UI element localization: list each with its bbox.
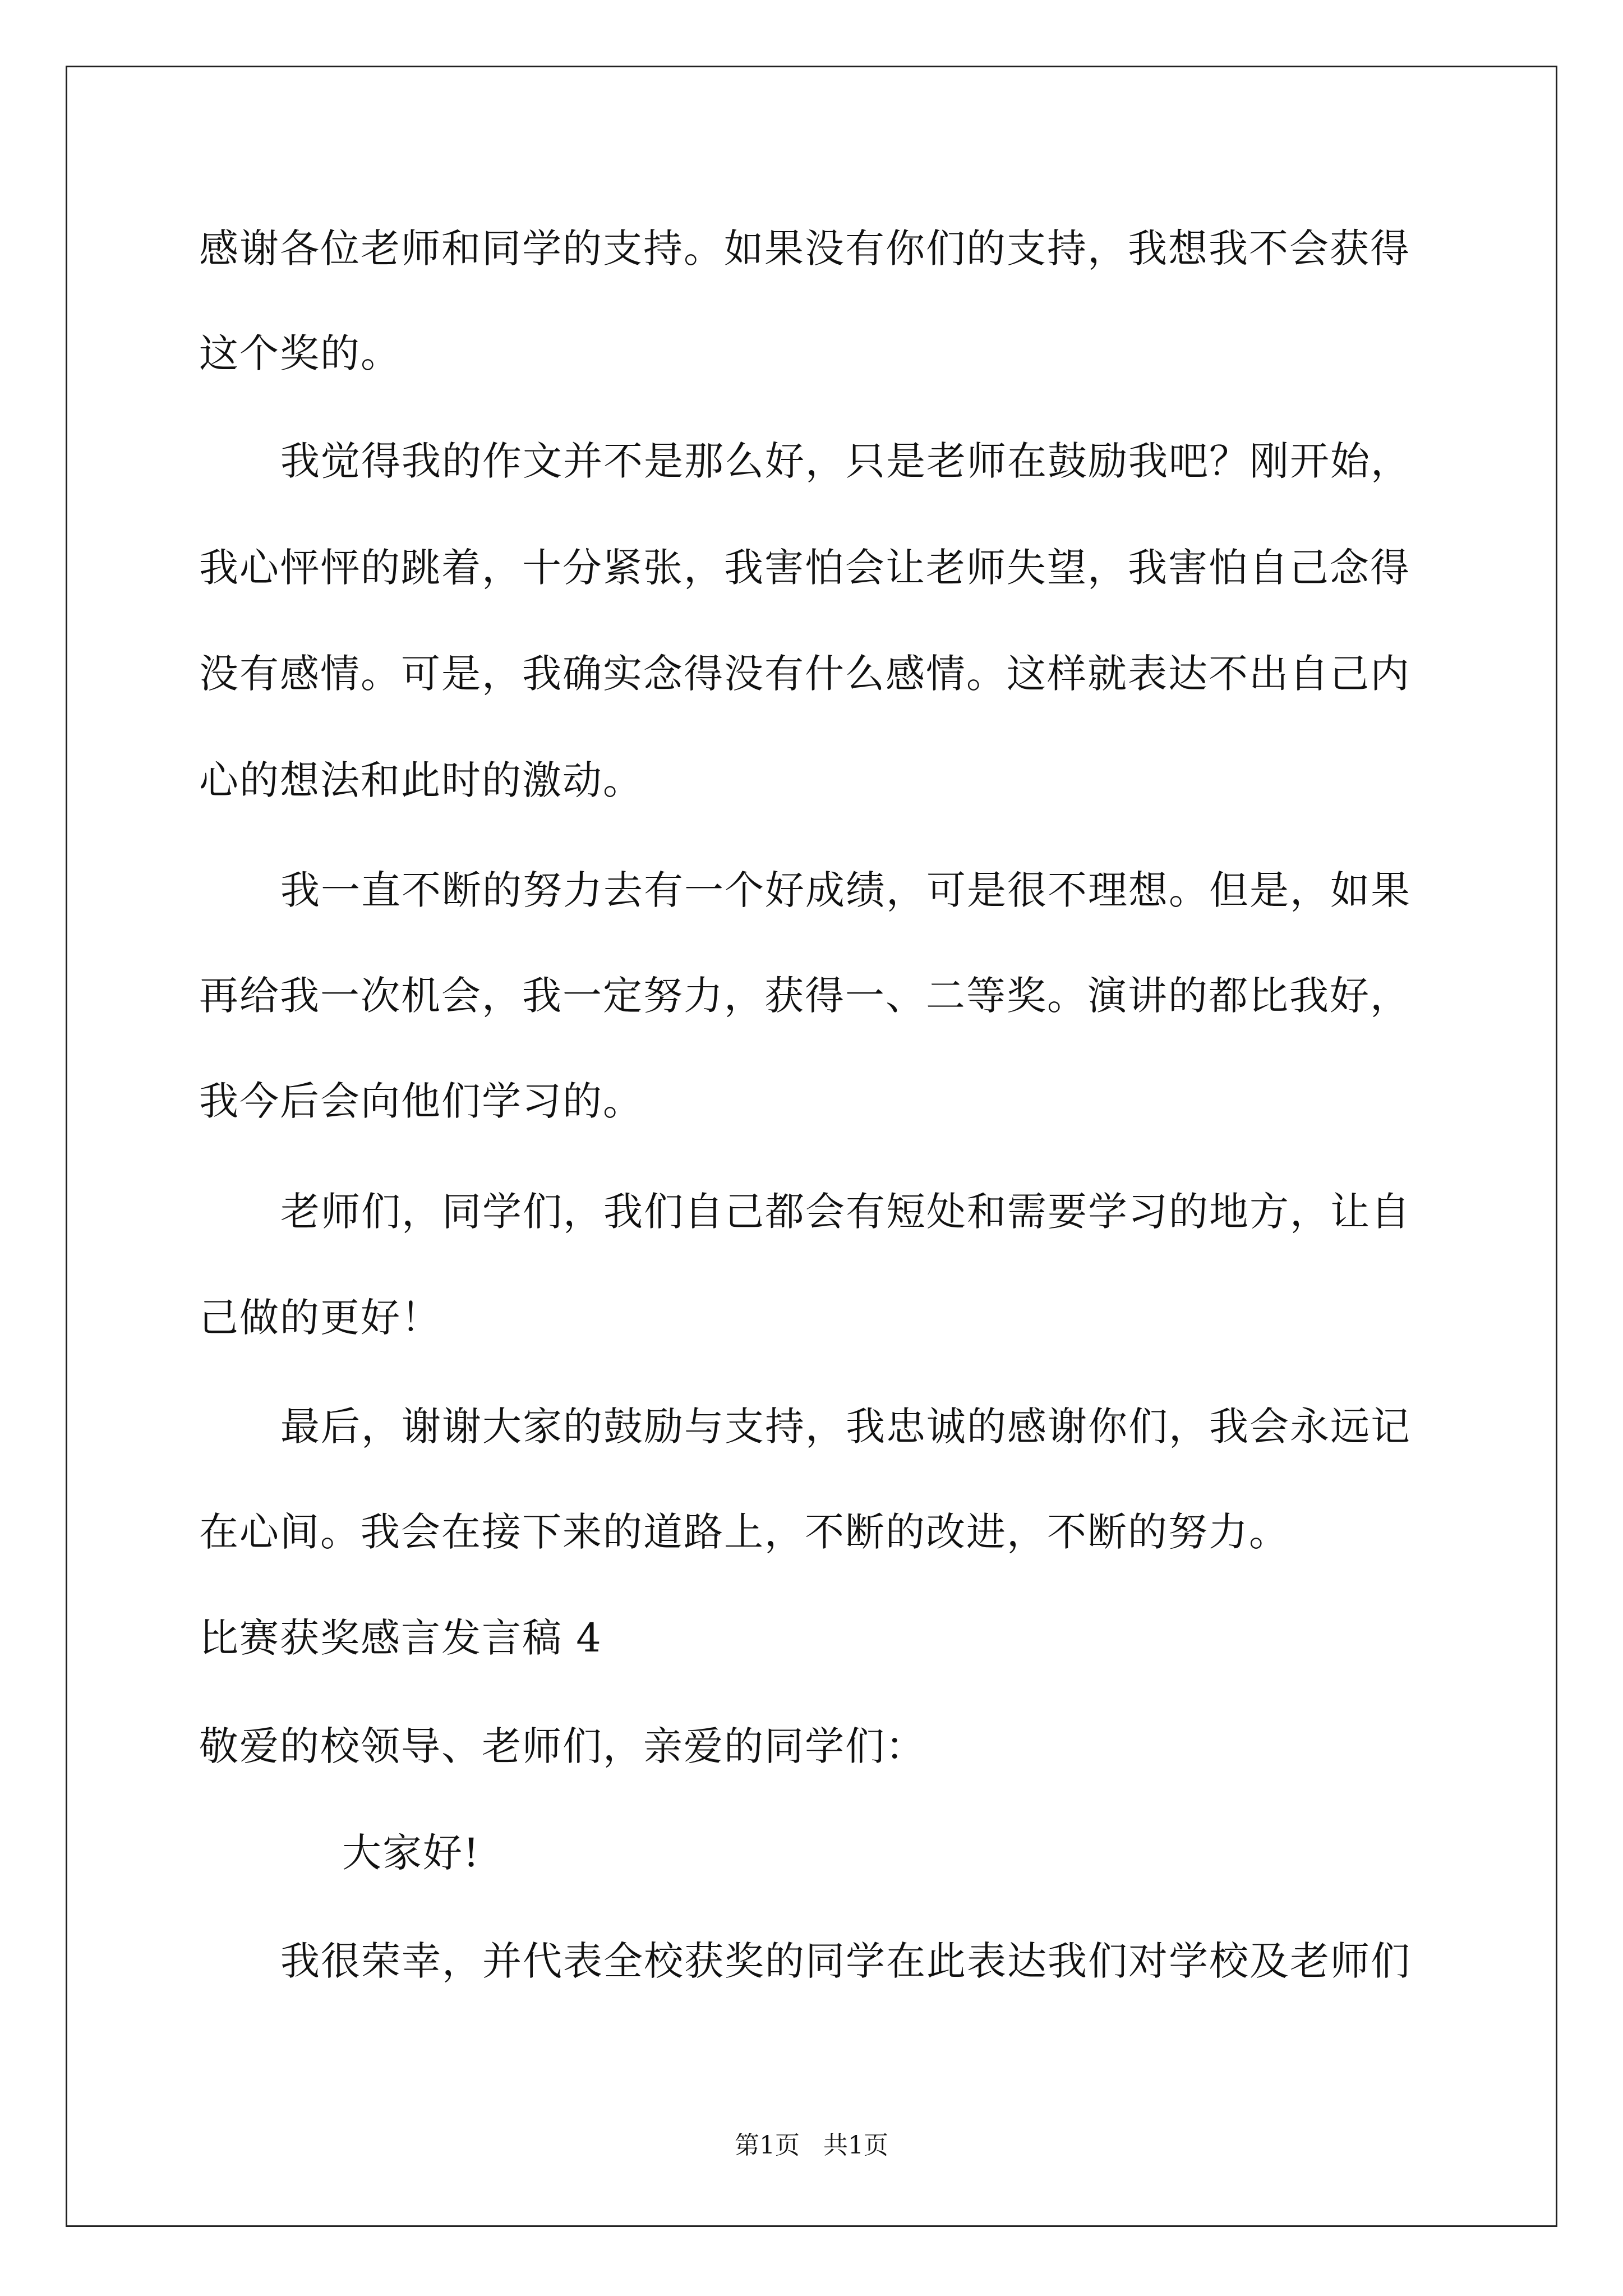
- paragraph-line: 我心怦怦的跳着，十分紧张，我害怕会让老师失望，我害怕自己念得: [199, 545, 1410, 591]
- paragraph-line: 感谢各位老师和同学的支持。如果没有你们的支持，我想我不会获得: [199, 226, 1410, 272]
- salutation-line: 敬爱的校领导、老师们，亲爱的同学们：: [199, 1723, 926, 1769]
- page-number-footer: 第1页 共1页: [735, 2131, 888, 2160]
- paragraph-line: 我一直不断的努力去有一个好成绩，可是很不理想。但是，如果: [280, 867, 1411, 913]
- paragraph-line: 最后，谢谢大家的鼓励与支持，我忠诚的感谢你们，我会永远记: [280, 1404, 1411, 1450]
- paragraph-line: 老师们，同学们，我们自己都会有短处和需要学习的地方，让自: [280, 1189, 1411, 1235]
- paragraph-line: 我觉得我的作文并不是那么好，只是老师在鼓励我吧？刚开始，: [280, 438, 1411, 484]
- paragraph-line: 己做的更好！: [199, 1295, 441, 1341]
- greeting-line: 大家好!: [342, 1830, 481, 1876]
- paragraph-line: 在心间。我会在接下来的道路上，不断的改进，不断的努力。: [199, 1509, 1289, 1555]
- paragraph-line: 我很荣幸，并代表全校获奖的同学在此表达我们对学校及老师们: [280, 1938, 1411, 1984]
- paragraph-line: 没有感情。可是，我确实念得没有什么感情。这样就表达不出自己内: [199, 651, 1410, 697]
- page-border: [66, 66, 1557, 2227]
- paragraph-line: 再给我一次机会，我一定努力，获得一、二等奖。演讲的都比我好，: [199, 973, 1410, 1019]
- paragraph-line: 我今后会向他们学习的。: [199, 1078, 643, 1124]
- paragraph-line: 心的想法和此时的激动。: [199, 757, 643, 803]
- paragraph-line: 这个奖的。: [199, 330, 401, 376]
- section-heading: 比赛获奖感言发言稿 4: [199, 1615, 602, 1661]
